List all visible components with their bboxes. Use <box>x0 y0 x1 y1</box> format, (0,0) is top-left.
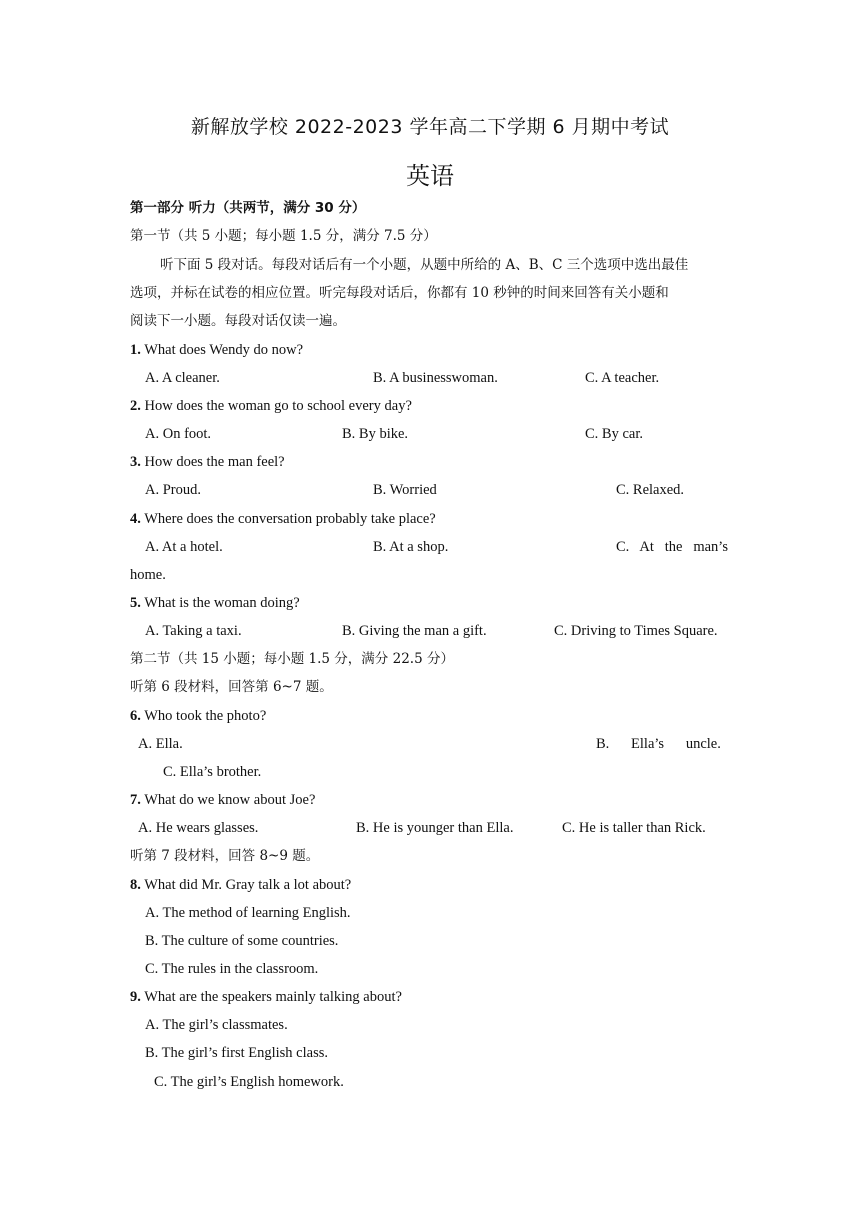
question-8 <box>130 875 351 895</box>
question-6 <box>130 706 266 726</box>
question-5 <box>130 593 300 613</box>
question-text: What do we know about Joe? <box>144 792 316 808</box>
option-b[interactable]: B. Worried <box>373 482 437 498</box>
question-number: 6. <box>130 708 141 724</box>
question-number: 1. <box>130 342 141 358</box>
option-c[interactable]: C. Driving to Times Square. <box>554 623 718 639</box>
exam-title: 新解放学校 2022-2023 学年高二下学期 6 月期中考试 <box>190 116 670 138</box>
option-b[interactable]: B. The girl’s first English class. <box>145 1045 328 1061</box>
option-c[interactable]: C. The girl’s English homework. <box>154 1074 344 1090</box>
question-text: How does the woman go to school every day? <box>144 398 412 414</box>
subject-title: 英语 <box>406 162 454 190</box>
option-a[interactable]: A. He wears glasses. <box>138 820 259 836</box>
option-b[interactable]: B. At a shop. <box>373 539 449 555</box>
option-c[interactable]: C. A teacher. <box>585 370 660 386</box>
section2-heading: 第二节（共 15 小题；每小题 1.5 分，满分 22.5 分） <box>130 651 454 667</box>
question-number: 9. <box>130 989 141 1005</box>
question-number: 2. <box>130 398 141 414</box>
option-a[interactable]: A. The method of learning English. <box>145 905 351 921</box>
question-text: Where does the conversation probably take place? <box>144 511 436 527</box>
question-text: Who took the photo? <box>144 708 267 724</box>
option-b[interactable]: B. By bike. <box>342 426 409 442</box>
question-number: 7. <box>130 792 141 808</box>
question-number: 4. <box>130 511 141 527</box>
question-2 <box>130 396 412 416</box>
question-number: 5. <box>130 595 141 611</box>
option-a[interactable]: A. Proud. <box>145 482 201 498</box>
question-4 <box>130 509 436 529</box>
question-text: What are the speakers mainly talking about? <box>144 989 402 1005</box>
question-text: What does Wendy do now? <box>144 342 304 358</box>
option-b[interactable]: B. He is younger than Ella. <box>356 820 514 836</box>
option-a[interactable]: A. On foot. <box>145 426 212 442</box>
instructions-line-3: 阅读下一小题。每段对话仅读一遍。 <box>130 313 346 329</box>
option-a[interactable]: A. A cleaner. <box>145 370 220 386</box>
option-a[interactable]: A. Taking a taxi. <box>145 623 242 639</box>
option-c[interactable]: C. At the man’s <box>616 539 728 555</box>
question-text: What is the woman doing? <box>144 595 300 611</box>
option-b[interactable]: B. Ella’s uncle. <box>596 736 721 752</box>
option-c[interactable]: C. Ella’s brother. <box>163 764 262 780</box>
option-c[interactable]: C. Relaxed. <box>616 482 685 498</box>
material-7-instruction: 听第 7 段材料，回答 8~9 题。 <box>130 848 320 864</box>
part1-heading: 第一部分 听力（共两节，满分 30 分） <box>130 200 366 216</box>
question-3 <box>130 452 285 472</box>
option-c-continued[interactable]: home. <box>130 567 166 583</box>
option-a[interactable]: A. At a hotel. <box>145 539 223 555</box>
question-number: 8. <box>130 877 141 893</box>
material-6-instruction: 听第 6 段材料，回答第 6~7 题。 <box>130 679 333 695</box>
instructions-line-1: 听下面 5 段对话。每段对话后有一个小题，从题中所给的 A、B、C 三个选项中选出最佳 <box>160 257 689 273</box>
section1-heading: 第一节（共 5 小题；每小题 1.5 分，满分 7.5 分） <box>130 228 437 244</box>
option-b[interactable]: B. The culture of some countries. <box>145 933 339 949</box>
option-c[interactable]: C. He is taller than Rick. <box>562 820 706 836</box>
question-number: 3. <box>130 454 141 470</box>
option-a[interactable]: A. Ella. <box>138 736 183 752</box>
option-c[interactable]: C. By car. <box>585 426 643 442</box>
option-a[interactable]: A. The girl’s classmates. <box>145 1017 288 1033</box>
instructions-line-2: 选项，并标在试卷的相应位置。听完每段对话后，你都有 10 秒钟的时间来回答有关小题和 <box>130 285 669 301</box>
question-text: What did Mr. Gray talk a lot about? <box>144 877 352 893</box>
option-b[interactable]: B. A businesswoman. <box>373 370 498 386</box>
question-7 <box>130 790 315 810</box>
option-c[interactable]: C. The rules in the classroom. <box>145 961 319 977</box>
question-1 <box>130 340 303 360</box>
question-text: How does the man feel? <box>144 454 285 470</box>
question-9 <box>130 987 402 1007</box>
option-b[interactable]: B. Giving the man a gift. <box>342 623 487 639</box>
